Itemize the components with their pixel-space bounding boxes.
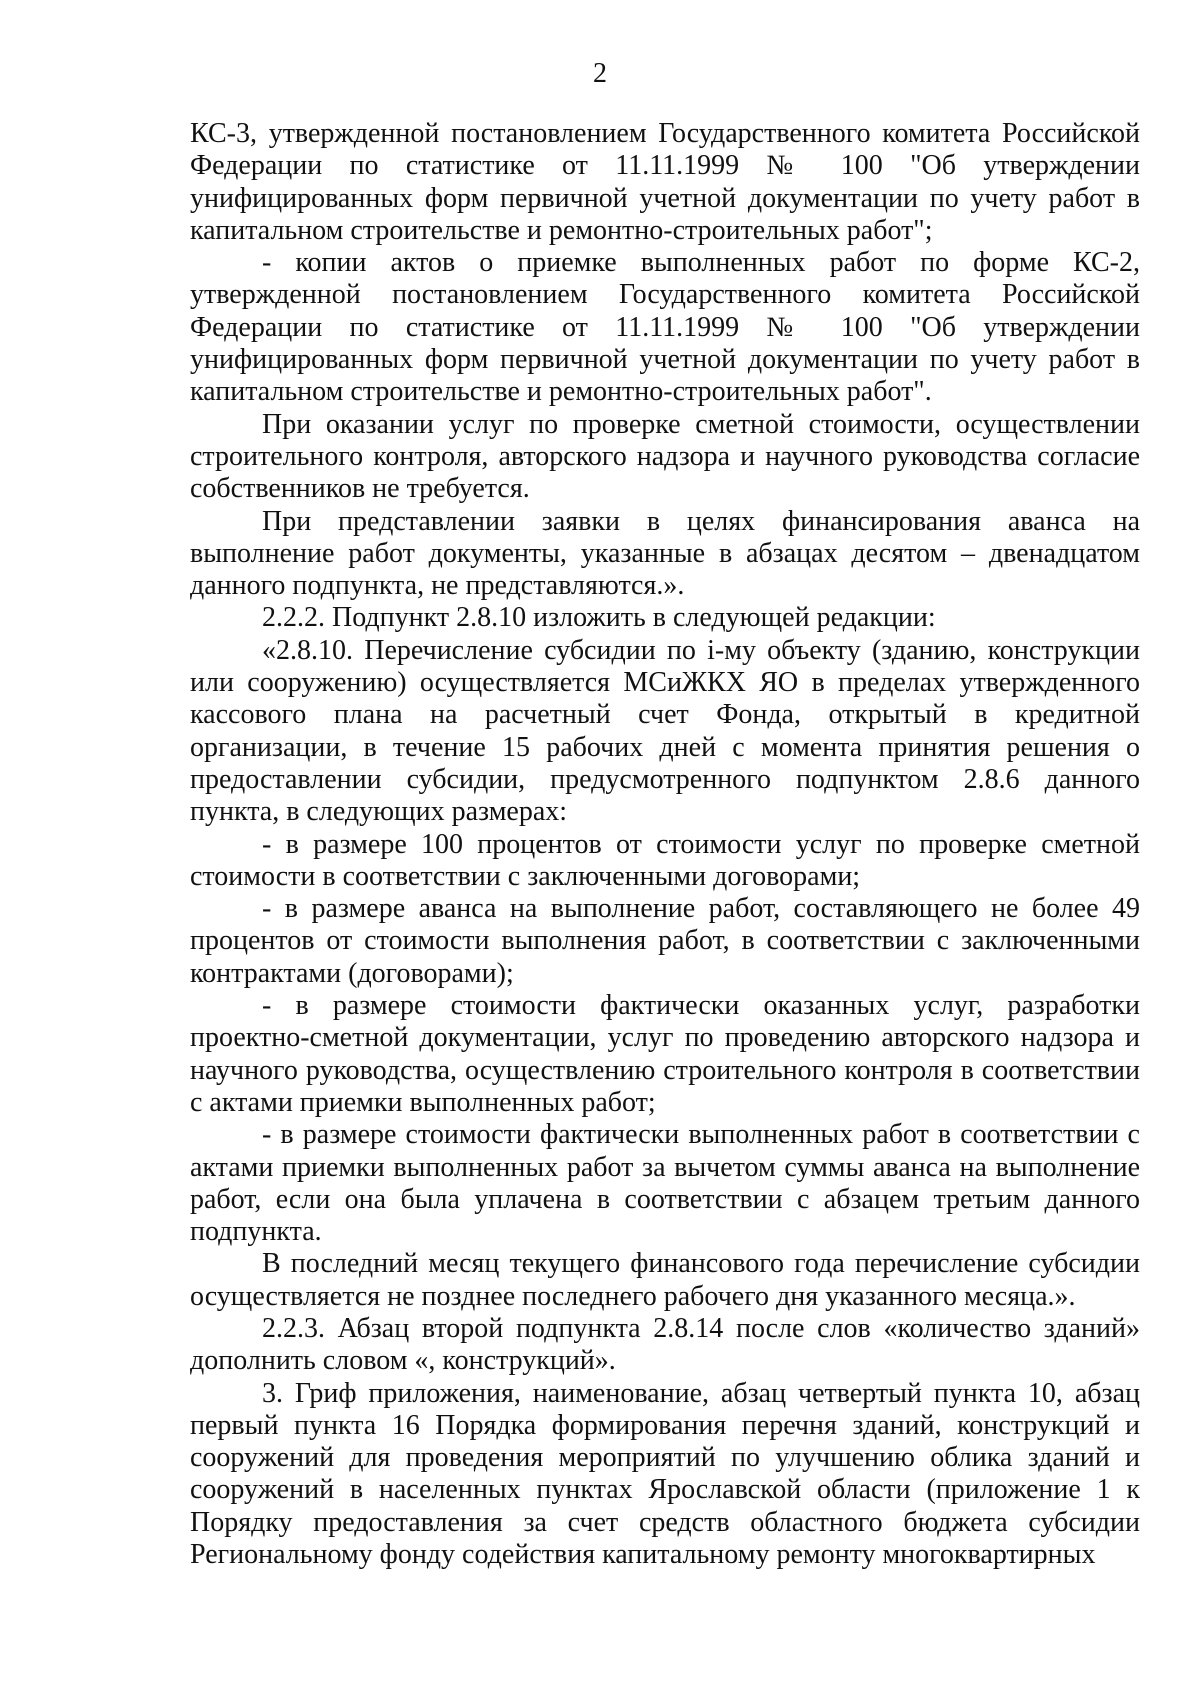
paragraph-list-item-100-percent: - в размере 100 процентов от стоимости услуг по проверке сметной стоимости в соответствии с заключенными договорами; <box>190 828 1140 892</box>
page-number: 2 <box>593 58 607 89</box>
paragraph-last-month: В последний месяц текущего финансового года перечисление субсидии осуществляется не позднее последнего рабочего дня указанного месяца.». <box>190 1248 1140 1312</box>
document-body <box>190 118 1140 1571</box>
paragraph-advance-request: При представлении заявки в целях финансирования аванса на выполнение работ документы, указанные в абзацах десятом – двенадцатом данного подпункта, не представляются.». <box>190 505 1140 602</box>
paragraph-ks3-continuation: КС-3, утвержденной постановлением Государственного комитета Российской Федерации по статистике от 11.11.1999 № 100 "Об утверждении унифицированных форм первичной учетной документации по учету работ в капитальном строительстве и ремонтно-строительных работ"; <box>190 118 1140 246</box>
paragraph-2-8-10: «2.8.10. Перечисление субсидии по i-му объекту (зданию, конструкции или сооружению) осуществляется МСиЖКХ ЯО в пределах утвержденного кассового плана на расчетный счет Фонда, открытый в кредитной организации, в течение 15 рабочих дней с момента принятия решения о предоставлении субсидии, предусмотренного подпунктом 2.8.6 данного пункта, в следующих размерах: <box>190 634 1140 828</box>
paragraph-2-2-2: 2.2.2. Подпункт 2.8.10 изложить в следующей редакции: <box>262 602 936 634</box>
paragraph-list-item-works: - в размере стоимости фактически выполненных работ в соответствии с актами приемки выполненных работ за вычетом суммы аванса на выполнение работ, если она была уплачена в соответствии с абзацем третьим данного подпункта. <box>190 1119 1140 1248</box>
paragraph-consent-not-required: При оказании услуг по проверке сметной стоимости, осуществлении строительного контроля, авторского надзора и научного руководства согласие собственников не требуется. <box>190 408 1140 505</box>
paragraph-list-item-advance-49: - в размере аванса на выполнение работ, составляющего не более 49 процентов от стоимости выполнения работ, в соответствии с заключенными контрактами (договорами); <box>190 893 1140 989</box>
paragraph-item-3: 3. Гриф приложения, наименование, абзац четвертый пункта 10, абзац первый пункта 16 Порядка формирования перечня зданий, конструкций и сооружений для проведения мероприятий по улучшению облика зданий и сооружений в населенных пунктах Ярославской области (приложение 1 к Порядку предоставления за счет средств областного бюджета субсидии Региональному фонду содействия капитальному ремонту многоквартирных <box>190 1377 1140 1571</box>
paragraph-2-2-3: 2.2.3. Абзац второй подпункта 2.8.14 после слов «количество зданий» дополнить словом «, конструкций». <box>190 1312 1140 1377</box>
paragraph-ks2-acts: - копии актов о приемке выполненных работ по форме КС-2, утвержденной постановлением Государственного комитета Российской Федерации по статистике от 11.11.1999 № 100 "Об утверждении унифицированных форм первичной учетной документации по учету работ в капитальном строительстве и ремонтно-строительных работ". <box>190 247 1140 408</box>
paragraph-list-item-services: - в размере стоимости фактически оказанных услуг, разработки проектно-сметной документации, услуг по проведению авторского надзора и научного руководства, осуществлению строительного контроля в соответствии с актами приемки выполненных работ; <box>190 990 1140 1118</box>
